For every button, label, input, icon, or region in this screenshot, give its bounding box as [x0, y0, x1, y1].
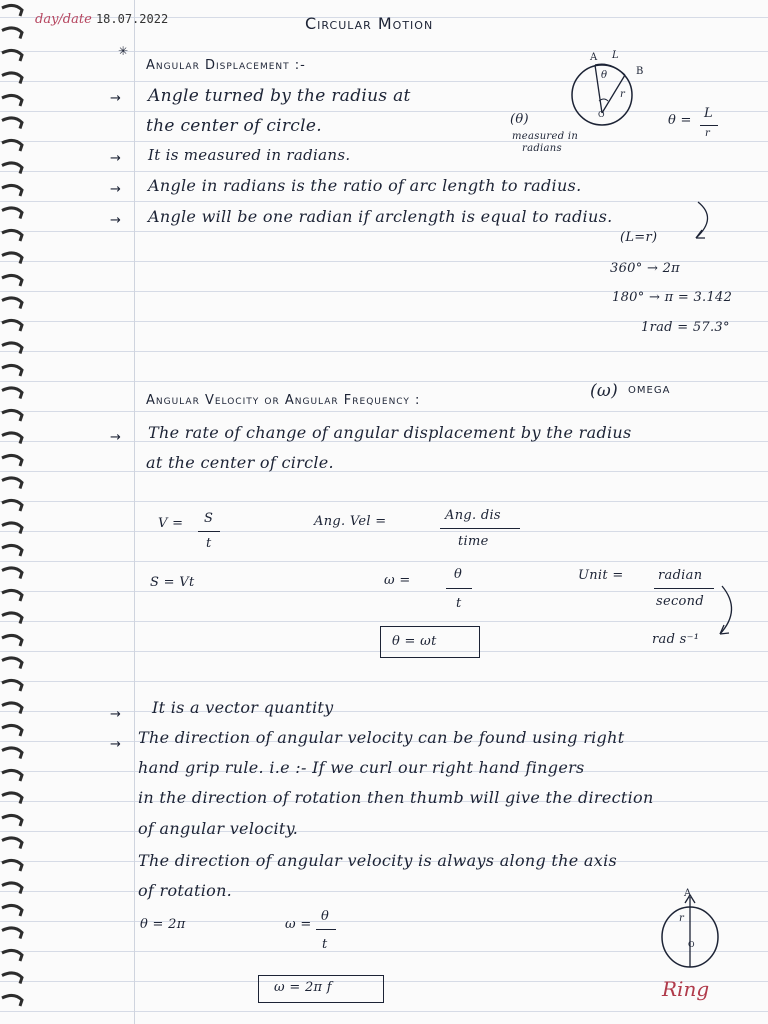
fraction-line [440, 528, 520, 529]
fraction-line [654, 588, 714, 589]
spiral-ring-icon [2, 50, 22, 61]
spiral-ring-icon [2, 140, 22, 151]
spiral-ring-icon [2, 748, 22, 759]
diagram-label-a: A [590, 52, 598, 63]
omega-formula-num: θ [454, 567, 463, 582]
fraction-line [700, 125, 718, 126]
spiral-ring-icon [2, 815, 22, 826]
spiral-ring-icon [2, 770, 22, 781]
date-value: 18.07.2022 [95, 12, 169, 26]
spiral-ring-icon [2, 658, 22, 669]
diagram-label-l: L [612, 50, 619, 61]
spiral-ring-icon [2, 793, 22, 804]
ang-vel-num: Ang. dis [445, 508, 501, 523]
text-line: The direction of angular velocity can be found using right [138, 728, 625, 747]
spiral-ring-icon [2, 478, 22, 489]
measured-note: measured in [512, 131, 579, 142]
diagram-label-a: A [684, 888, 692, 899]
text-line: The direction of angular velocity is always along the axis [138, 851, 617, 870]
omega-formula-num: θ [321, 909, 330, 924]
bullet-arrow-icon: → [110, 737, 121, 752]
v-formula-lhs: V = [158, 516, 184, 531]
spiral-ring-icon [2, 388, 22, 399]
text-line: It is a vector quantity [152, 698, 334, 717]
spiral-ring-icon [2, 860, 22, 871]
omega-2pi-f: ω = 2π f [274, 980, 332, 995]
omega-formula-den: t [322, 937, 328, 952]
page-title: Circular Motion [305, 14, 434, 33]
spiral-ring-icon [2, 500, 22, 511]
theta-2pi: θ = 2π [140, 917, 186, 932]
spiral-ring-icon [2, 883, 22, 894]
ang-vel-lhs: Ang. Vel = [314, 514, 387, 529]
spiral-ring-icon [2, 275, 22, 286]
spiral-ring-icon [2, 680, 22, 691]
spiral-ring-icon [2, 928, 22, 939]
spiral-ring-icon [2, 838, 22, 849]
bullet-arrow-icon: → [110, 182, 121, 197]
spiral-ring-icon [2, 410, 22, 421]
unit-den: second [656, 594, 704, 609]
text-line: hand grip rule. i.e :- If we curl our right hand fingers [138, 758, 585, 777]
spiral-ring-icon [2, 523, 22, 534]
spiral-ring-icon [2, 5, 22, 16]
spiral-ring-icon [2, 298, 22, 309]
spiral-ring-icon [2, 320, 22, 331]
spiral-ring-icon [2, 590, 22, 601]
diagram-label-theta: θ [601, 70, 608, 81]
text-line: Angle will be one radian if arclength is equal to radius. [148, 207, 613, 226]
text-line: at the center of circle. [146, 453, 334, 472]
fraction-line [198, 531, 220, 532]
spiral-ring-icon [2, 725, 22, 736]
formula-theta-lhs: θ = [668, 113, 692, 128]
omega-word: OMEGA [628, 385, 671, 396]
omega-symbol: (ω) [590, 381, 619, 401]
spiral-ring-icon [2, 343, 22, 354]
omega-formula-lhs: ω = [384, 573, 411, 588]
fraction-line [446, 588, 472, 589]
formula-denominator: r [705, 128, 711, 139]
spiral-ring-icon [2, 253, 22, 264]
bullet-arrow-icon: → [110, 91, 121, 106]
diagram-label-b: B [636, 66, 644, 77]
spiral-ring-icon [2, 185, 22, 196]
text-line: of angular velocity. [138, 819, 299, 838]
text-line: the center of circle. [146, 116, 322, 136]
text-line: Angle in radians is the ratio of arc length to radius. [148, 176, 582, 195]
spiral-ring-icon [2, 95, 22, 106]
diagram-label-r: r [620, 89, 626, 100]
bullet-arrow-icon: → [110, 430, 121, 445]
spiral-ring-icon [2, 73, 22, 84]
text-line: of rotation. [138, 881, 233, 900]
curved-arrow-icon [690, 200, 720, 245]
spiral-ring-icon [2, 365, 22, 376]
fraction-line [316, 929, 336, 930]
spiral-ring-icon [2, 905, 22, 916]
spiral-ring-icon [2, 613, 22, 624]
spiral-ring-icon [2, 635, 22, 646]
theta-note: (θ) [510, 112, 529, 127]
curved-arrow-icon [712, 582, 742, 642]
margin-line [134, 0, 135, 1024]
omega-formula-lhs: ω = [285, 917, 312, 932]
conversion-180: 180° → π = 3.142 [612, 290, 733, 305]
spiral-ring-icon [2, 545, 22, 556]
spiral-ring-icon [2, 118, 22, 129]
spiral-ring-icon [2, 433, 22, 444]
ang-vel-den: time [458, 534, 489, 549]
bullet-arrow-icon: → [110, 213, 121, 228]
spiral-binding-icon [0, 0, 30, 1024]
spiral-ring-icon [2, 163, 22, 174]
theta-omega-t: θ = ωt [392, 634, 437, 649]
conversion-rad: 1rad = 57.3° [641, 320, 730, 335]
spiral-ring-icon [2, 703, 22, 714]
date-label: day/date [35, 12, 92, 27]
section-heading-angular-displacement: Angular Displacement :- [146, 58, 306, 73]
measured-note: radians [522, 143, 562, 154]
diagram-label-o: O [598, 110, 605, 119]
spiral-ring-icon [2, 568, 22, 579]
diagram-label-r: r [679, 913, 685, 924]
bullet-arrow-icon: → [110, 151, 121, 166]
text-line: The rate of change of angular displacement by the radius [148, 423, 632, 442]
omega-formula-den: t [456, 596, 462, 611]
text-line: in the direction of rotation then thumb will give the direction [138, 788, 654, 807]
spiral-ring-icon [2, 995, 22, 1006]
conversion-360: 360° → 2π [610, 261, 680, 276]
spiral-ring-icon [2, 950, 22, 961]
unit-lhs: Unit = [578, 568, 624, 583]
spiral-ring-icon [2, 973, 22, 984]
text-line: Angle turned by the radius at [148, 86, 411, 106]
section-heading-angular-velocity: Angular Velocity or Angular Frequency : [146, 393, 421, 408]
text-line: It is measured in radians. [148, 146, 351, 164]
bullet-arrow-icon: → [110, 707, 121, 722]
l-equals-r-note: (L=r) [620, 230, 658, 245]
unit-num: radian [658, 568, 703, 583]
unit-rads: rad s⁻¹ [652, 632, 700, 647]
spiral-ring-icon [2, 230, 22, 241]
v-formula-den: t [206, 536, 212, 551]
s-formula: S = Vt [150, 575, 195, 590]
date-field [35, 12, 168, 27]
spiral-ring-icon [2, 28, 22, 39]
star-mark-icon: ✳ [118, 44, 129, 58]
v-formula-num: S [204, 511, 214, 526]
brand-logo: Ring [662, 977, 710, 1001]
spiral-ring-icon [2, 455, 22, 466]
formula-numerator: L [704, 106, 713, 121]
diagram-label-o: O [688, 940, 695, 949]
spiral-ring-icon [2, 208, 22, 219]
